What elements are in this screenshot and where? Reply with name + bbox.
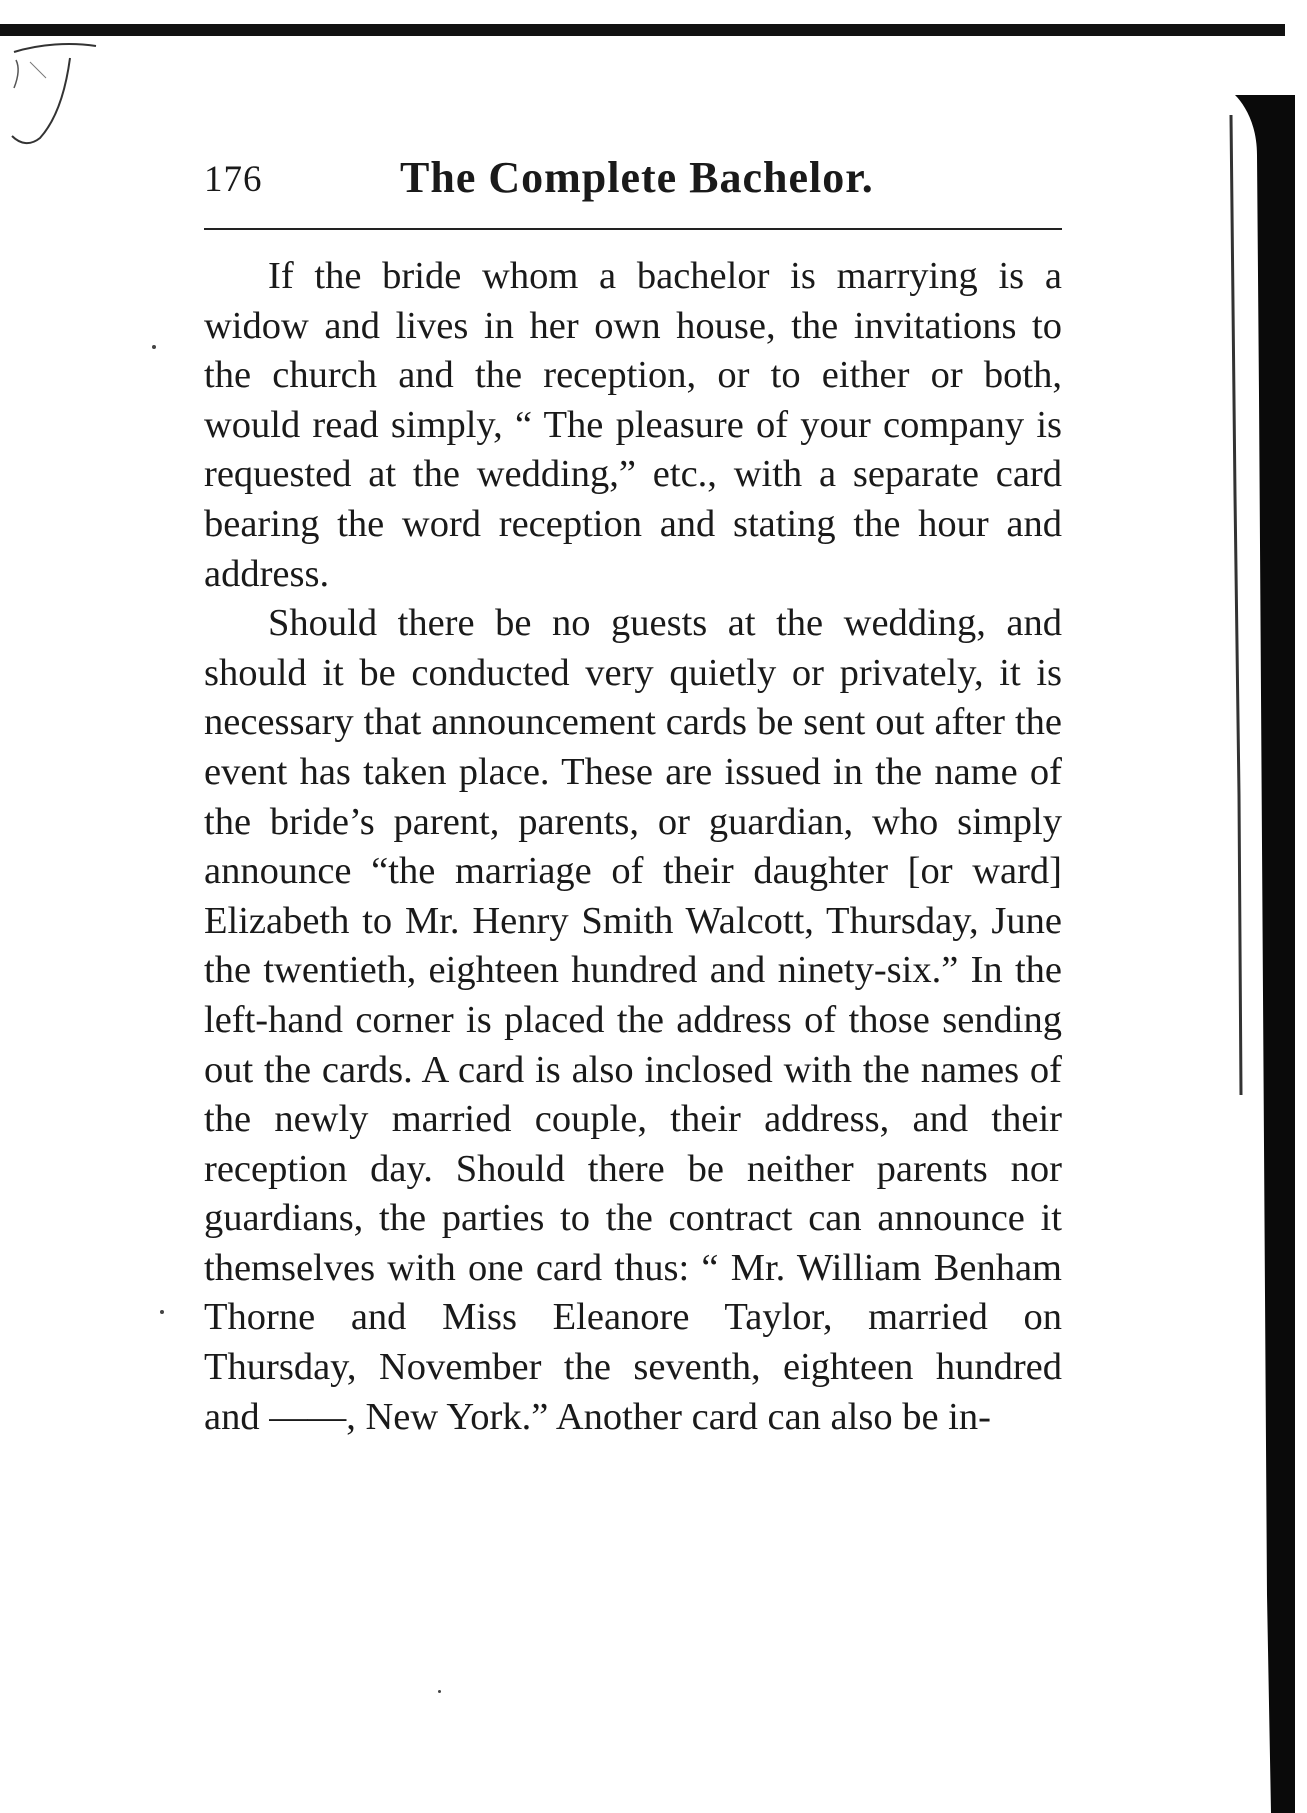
header-rule	[204, 228, 1062, 230]
paragraph: If the bride whom a bachelor is marrying is a widow and lives in her own house, the invitations to the church and the reception, or to either or both, would read simply, “ The pleasure of your company is requested at the wedding,” etc., with a separate card bearing the word reception and stating the hour and address.	[204, 255, 1062, 595]
corner-pencil-mark	[0, 38, 110, 148]
page-number: 176	[204, 159, 263, 200]
scan-speck	[152, 345, 156, 349]
scan-speck	[438, 1690, 441, 1693]
binding-shadow	[1205, 95, 1295, 1813]
top-scan-border	[0, 24, 1285, 36]
running-title: The Complete Bachelor.	[400, 153, 874, 202]
scan-speck	[160, 1310, 164, 1314]
body-text	[204, 252, 1062, 1442]
page-header	[204, 150, 1062, 210]
paragraph: Should there be no guests at the wedding, and should it be conducted very quietly or privately, it is necessary that announcement cards be sent out after the event has taken place. These are issued in the name of the bride’s parent, parents, or guardian, who simply announce “the marriage of their daughter [or ward] Elizabeth to Mr. Henry Smith Walcott, Thursday, June the twentieth, eighteen hundred and ninety-six.” In the left-hand corner is placed the address of those sending out the cards. A card is also inclosed with the names of the newly married couple, their address, and their reception day. Should there be neither parents nor guardians, the parties to the contract can announce it themselves with one card thus: “ Mr. William Benham Thorne and Miss Eleanore Taylor, married on Thursday, November the seventh, eighteen hundred and ——, New York.” Another card can also be in-	[204, 602, 1062, 1438]
